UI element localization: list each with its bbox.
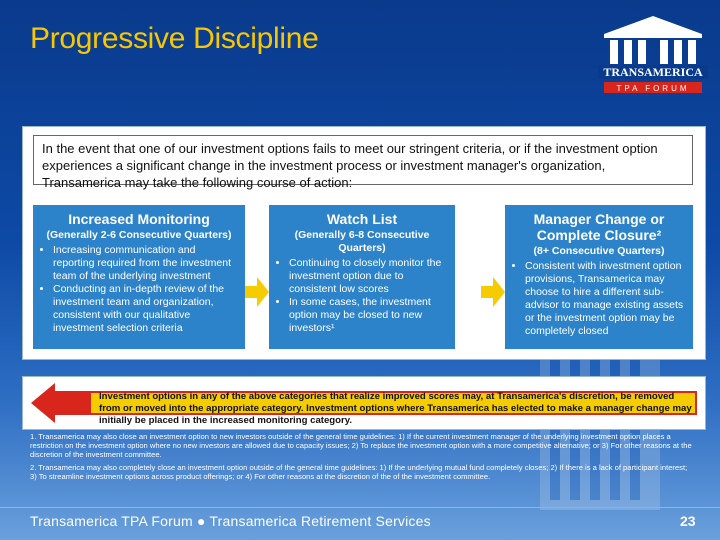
- stage-title: Manager Change or Complete Closure²: [533, 211, 665, 243]
- stage-manager-change: [505, 205, 693, 349]
- slide-title: Progressive Discipline: [30, 22, 319, 55]
- footnote-1: 1. Transamerica may also close an investment option to new investors outside of the general time guidelines: 1) If the current investment manager of the underlying investment option places a restriction on the investment option where no new investors are allowed due to capacity issues; 2) To replace the investment option with a more competitive alternative; or 3) For other reasons at the discretion of the investment committee.: [30, 432, 692, 459]
- footnotes: [30, 432, 694, 485]
- yellow-arrow-icon: [481, 277, 505, 307]
- stage-bullet: • Consistent with investment option provisions, Transamerica may choose to hire a different sub-advisor to manage existing assets or the investment option may be completely closed: [525, 260, 685, 338]
- stage-subtitle: (Generally 6-8 Consecutive Quarters): [294, 229, 430, 254]
- footer-divider: [0, 507, 720, 508]
- bottom-note: Investment options in any of the above categories that realize improved scores may, at Transamerica's discretion, be removed from or moved into the appropriate category. Investment options where Transamerica has elected to make a manager change may initially be placed in the increased monitoring category.: [99, 391, 692, 426]
- stage-bullet: • Continuing to closely monitor the investment option due to consistent low scores: [289, 257, 447, 296]
- footer-text: Transamerica TPA Forum ● Transamerica Retirement Services: [30, 513, 431, 529]
- transamerica-logo: [594, 12, 712, 98]
- stage-bullet: • Conducting an in-depth review of the investment team and organization, consistent with our qualitative investment selection criteria: [53, 283, 237, 335]
- stage-subtitle: (8+ Consecutive Quarters): [533, 245, 665, 257]
- stage-title: Watch List: [326, 211, 398, 227]
- stage-bullet: • In some cases, the investment option may be closed to new investors¹: [289, 296, 447, 335]
- svg-text:TPA FORUM: TPA FORUM: [616, 84, 690, 93]
- stage-subtitle: (Generally 2-6 Consecutive Quarters): [46, 229, 232, 241]
- bottom-note-panel: [22, 376, 706, 430]
- intro-text: In the event that one of our investment options fails to meet our stringent criteria, or if the investment option experiences a significant change in the investment process or investment manager's organization, Transamerica may take the following course of action:: [33, 135, 693, 185]
- stage-title: Increased Monitoring: [68, 211, 210, 227]
- discipline-panel: [22, 126, 706, 360]
- stage-bullet: • Increasing communication and reporting required from the investment team of the underlying investment: [53, 244, 237, 283]
- stage-increased-monitoring: [33, 205, 245, 349]
- svg-text:TRANSAMERICA: TRANSAMERICA: [603, 65, 703, 79]
- stage-watch-list: [269, 205, 455, 349]
- page-number: 23: [680, 513, 696, 529]
- yellow-arrow-icon: [245, 277, 269, 307]
- footnote-2: 2. Transamerica may also completely close an investment option outside of the general time guidelines: 1) If the underlying mutual fund completely closes; 2) If there is a lack of participant interest; 3) To streamline investment options across product offerings; or 4) For other reasons at the discretion of the of the investment committee.: [30, 463, 688, 481]
